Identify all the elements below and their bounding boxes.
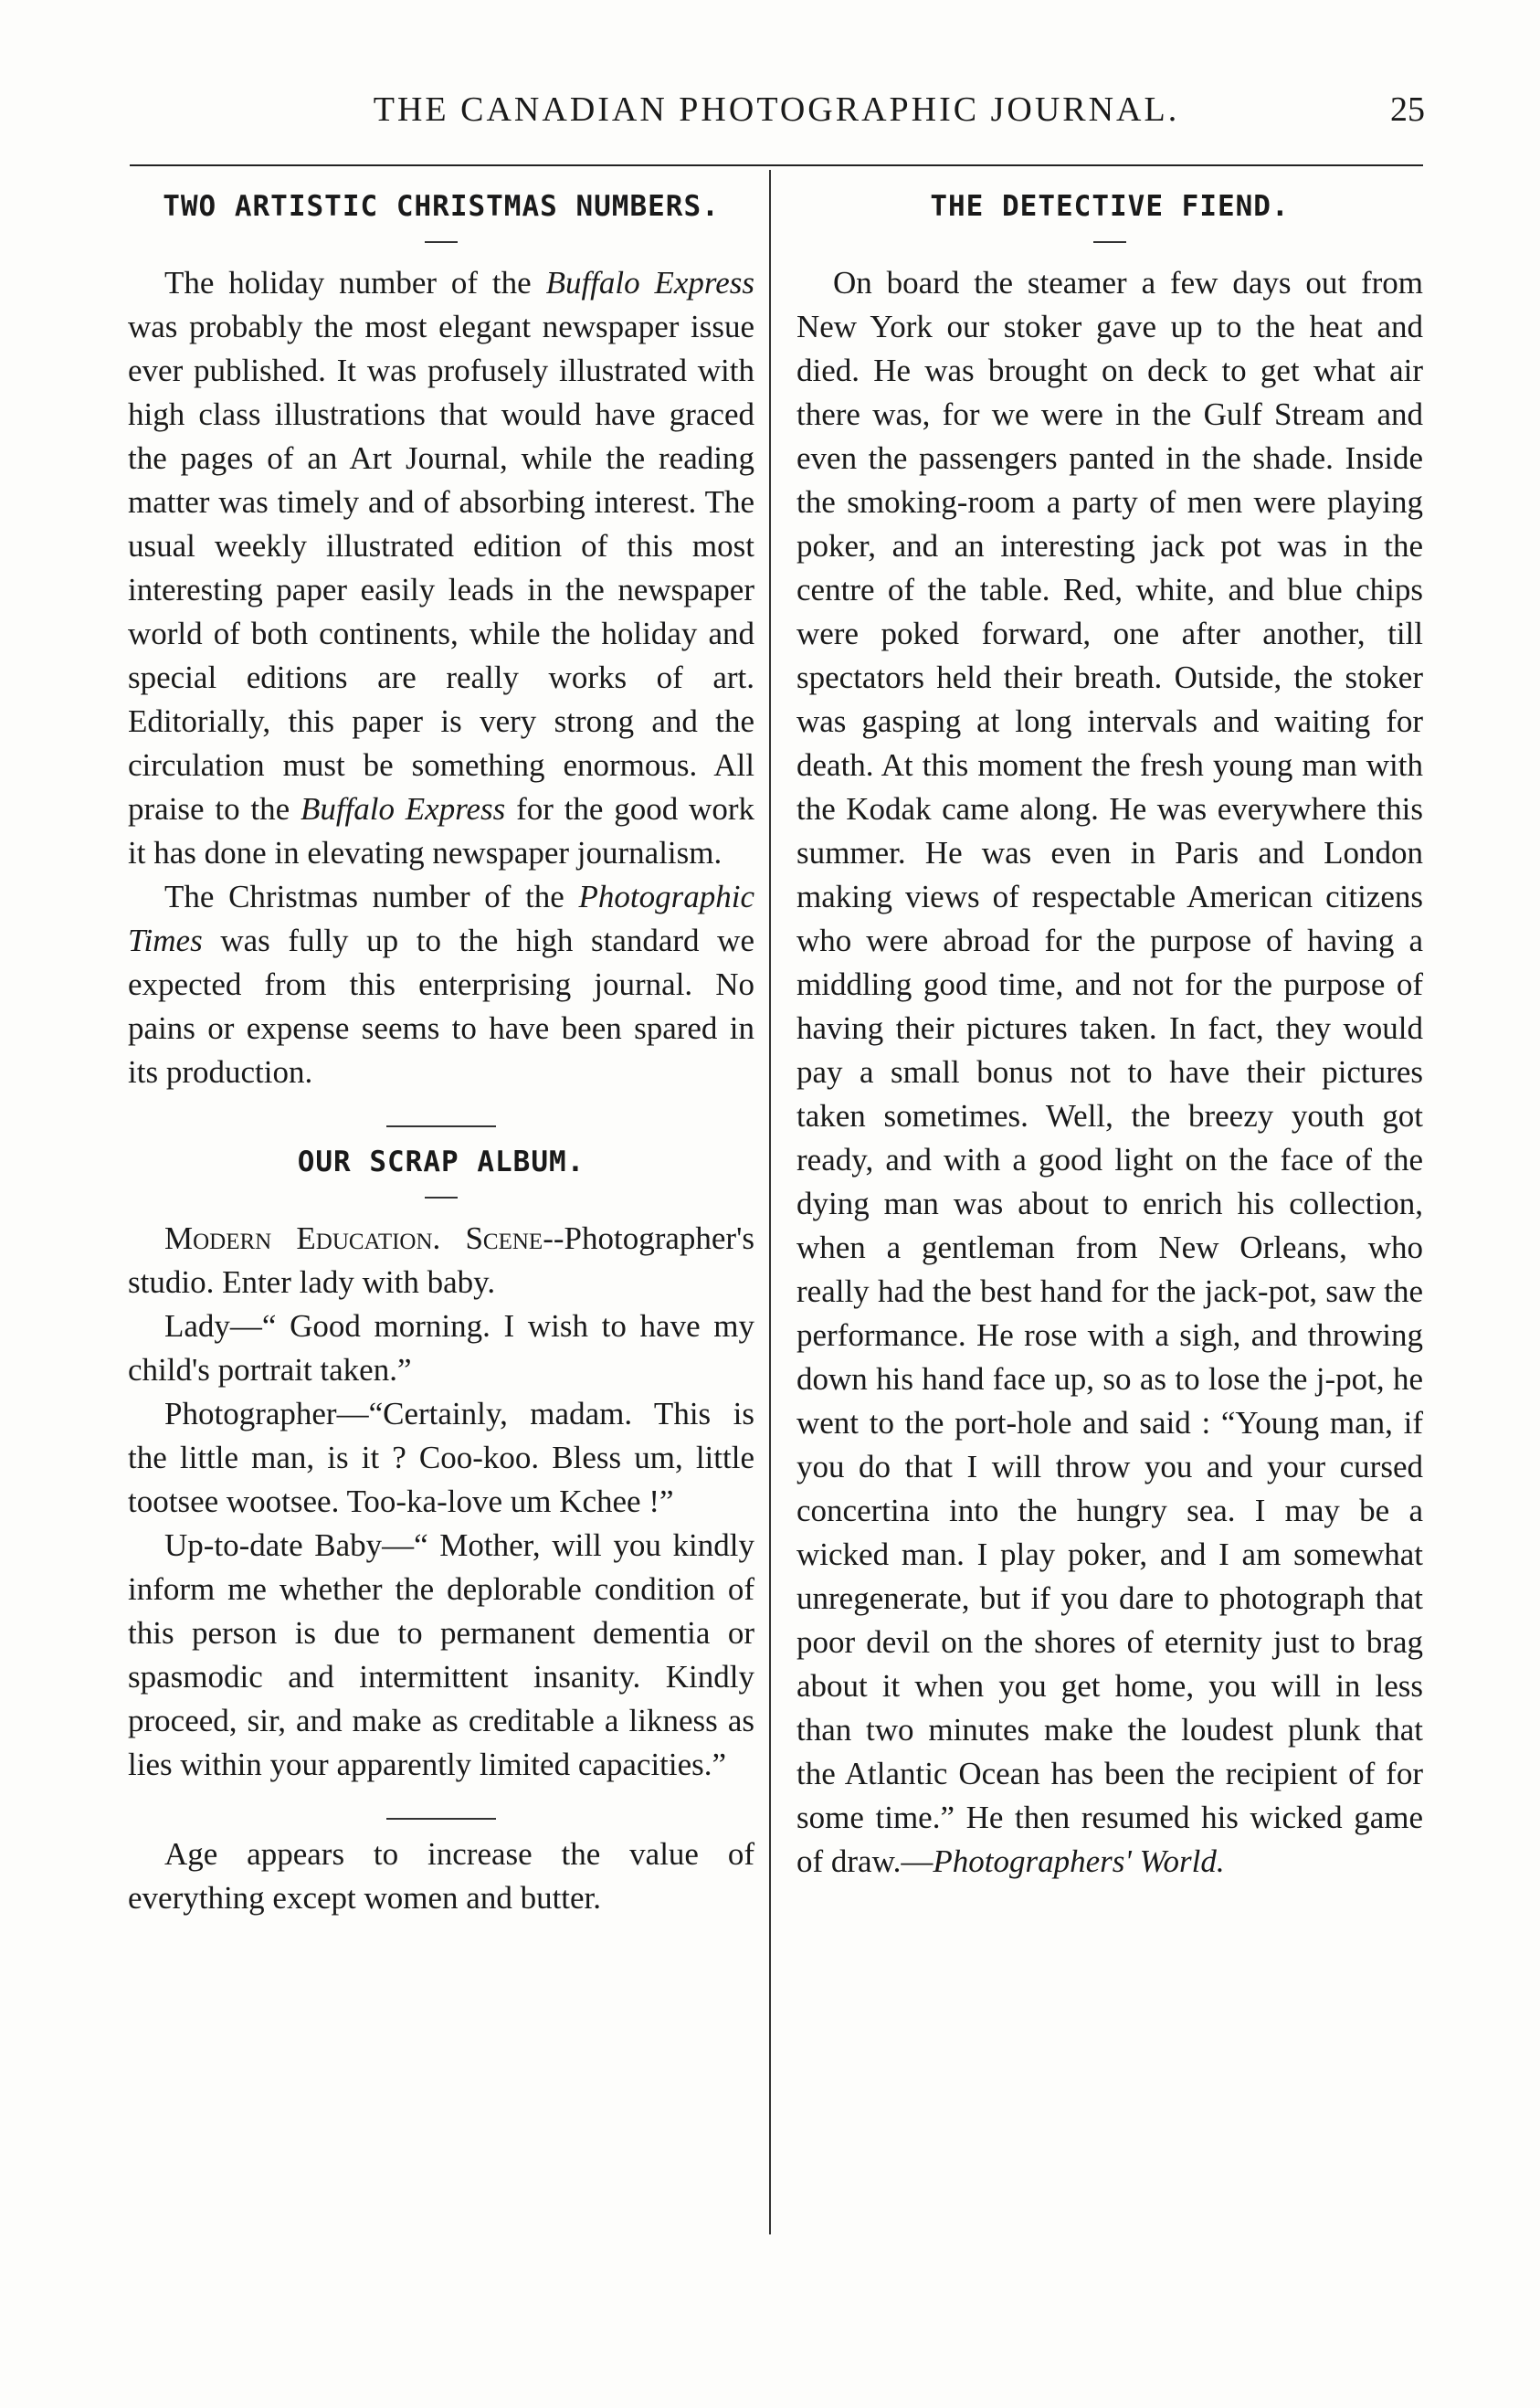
article-paragraph xyxy=(128,875,754,1094)
dialogue-line: Lady—“ Good morning. I wish to have my child's portrait taken.” xyxy=(128,1308,754,1388)
text-run: was fully up to the high standard we expected from this enterprising journal. No pains or expense seems to have been spared in its production. xyxy=(128,923,754,1090)
article-paragraph xyxy=(128,261,754,875)
scrap-album-dialogue xyxy=(128,1217,754,1787)
publication-name: Photographic Times xyxy=(128,879,754,958)
article-heading-scrap-album: OUR SCRAP ALBUM. xyxy=(297,1146,585,1178)
article-paragraph xyxy=(796,261,1423,1884)
article-heading-christmas-numbers: TWO ARTISTIC CHRISTMAS NUMBERS. xyxy=(163,190,720,223)
scene-paragraph xyxy=(128,1217,754,1304)
text-run: was probably the most elegant newspaper issue ever published. It was profusely illustrated with high class illustrations that would have graced the pages of an Art Journal, while the reading matter was timely and of absorbing interest. The usual weekly illustrated edition of this most interesting paper easily leads in the newspaper world of both continents, while the holiday and special editions are really works of art. Editorially, this paper is very strong and the circulation must be something enormous. All praise to the xyxy=(128,309,754,827)
source-credit: Photographers' World. xyxy=(933,1843,1225,1879)
left-column xyxy=(128,179,754,1920)
closing-aphorism: Age appears to increase the value of everything except women and butter. xyxy=(128,1836,754,1916)
dialogue-line: Up-to-date Baby—“ Mother, will you kindly inform me whether the deplorable condition of this person is due to permanent dementia or spasmodic and intermittent insanity. Kindly proceed, sir, and make as creditable a likness as lies within your apparently limited capacities.” xyxy=(128,1527,754,1782)
journal-title: THE CANADIAN PHOTOGRAPHIC JOURNAL. xyxy=(373,90,1180,129)
text-run: The Christmas number of the xyxy=(164,879,579,914)
text-run: The holiday number of the xyxy=(164,265,546,301)
article-heading-detective-fiend: THE DETECTIVE FIEND. xyxy=(930,190,1290,223)
section-separator xyxy=(386,1818,496,1820)
heading-dash xyxy=(425,241,458,243)
publication-name: Buffalo Express xyxy=(300,791,506,827)
text-run: --Photographer's studio. Enter lady with baby. xyxy=(128,1220,754,1300)
text-run: On board the steamer a few days out from New York our stoker gave up to the heat and died. He was brought on deck to get what air there was, for we were in the Gulf Stream and even the passengers panted in the shade. Inside the smoking-room a party of men were playing poker, and an interesting jack pot was in the centre of the table. Red, white, and blue chips were poked forward, one after another, till spectators held their breath. Outside, the stoker was gasping at long intervals and waiting for death. At this moment the fresh young man with the Kodak came along. He was everywhere this summer. He was even in Paris and London making views of respectable American citizens who were abroad for the purpose of having a middling good time, and not for the purpose of having their pictures taken. In fact, they would pay a small bonus not to have their pictures taken sometimes. Well, the breezy youth got ready, and with a good light on the face of the dying man was about to enrich his collection, when a gentleman from New Orleans, who really had the best hand for the jack-pot, saw the performance. He rose with a sigh, and throwing down his hand face up, so as to lose the j-pot, he went to the port-hole and said : “Young man, if you do that I will throw you and your cursed concertina into the hungry sea. I may be a wicked man. I play poker, and I am somewhat unregenerate, but if you dare to photograph that poor devil on the shores of eternity just to brag about it when you get home, you will in less than two minutes make the loudest plunk that the Atlantic Ocean has been the recipient of for some time.” He then resumed his wicked game of draw.— xyxy=(796,265,1423,1879)
scene-title: Modern Education. Scene xyxy=(164,1220,543,1256)
heading-dash xyxy=(1093,241,1126,243)
section-separator xyxy=(386,1125,496,1127)
header-rule xyxy=(130,164,1423,166)
heading-dash xyxy=(425,1197,458,1199)
running-head xyxy=(128,84,1425,139)
publication-name: Buffalo Express xyxy=(545,265,754,301)
right-column xyxy=(796,179,1423,1884)
page-number: 25 xyxy=(1390,90,1425,129)
dialogue-line: Photographer—“Certainly, madam. This is the little man, is it ? Coo-koo. Bless um, little tootsee wootsee. Too-ka-love um Kchee !” xyxy=(128,1396,754,1519)
column-divider xyxy=(769,170,771,2234)
text-run: for the good work it has done in elevating newspaper journalism. xyxy=(128,791,754,871)
